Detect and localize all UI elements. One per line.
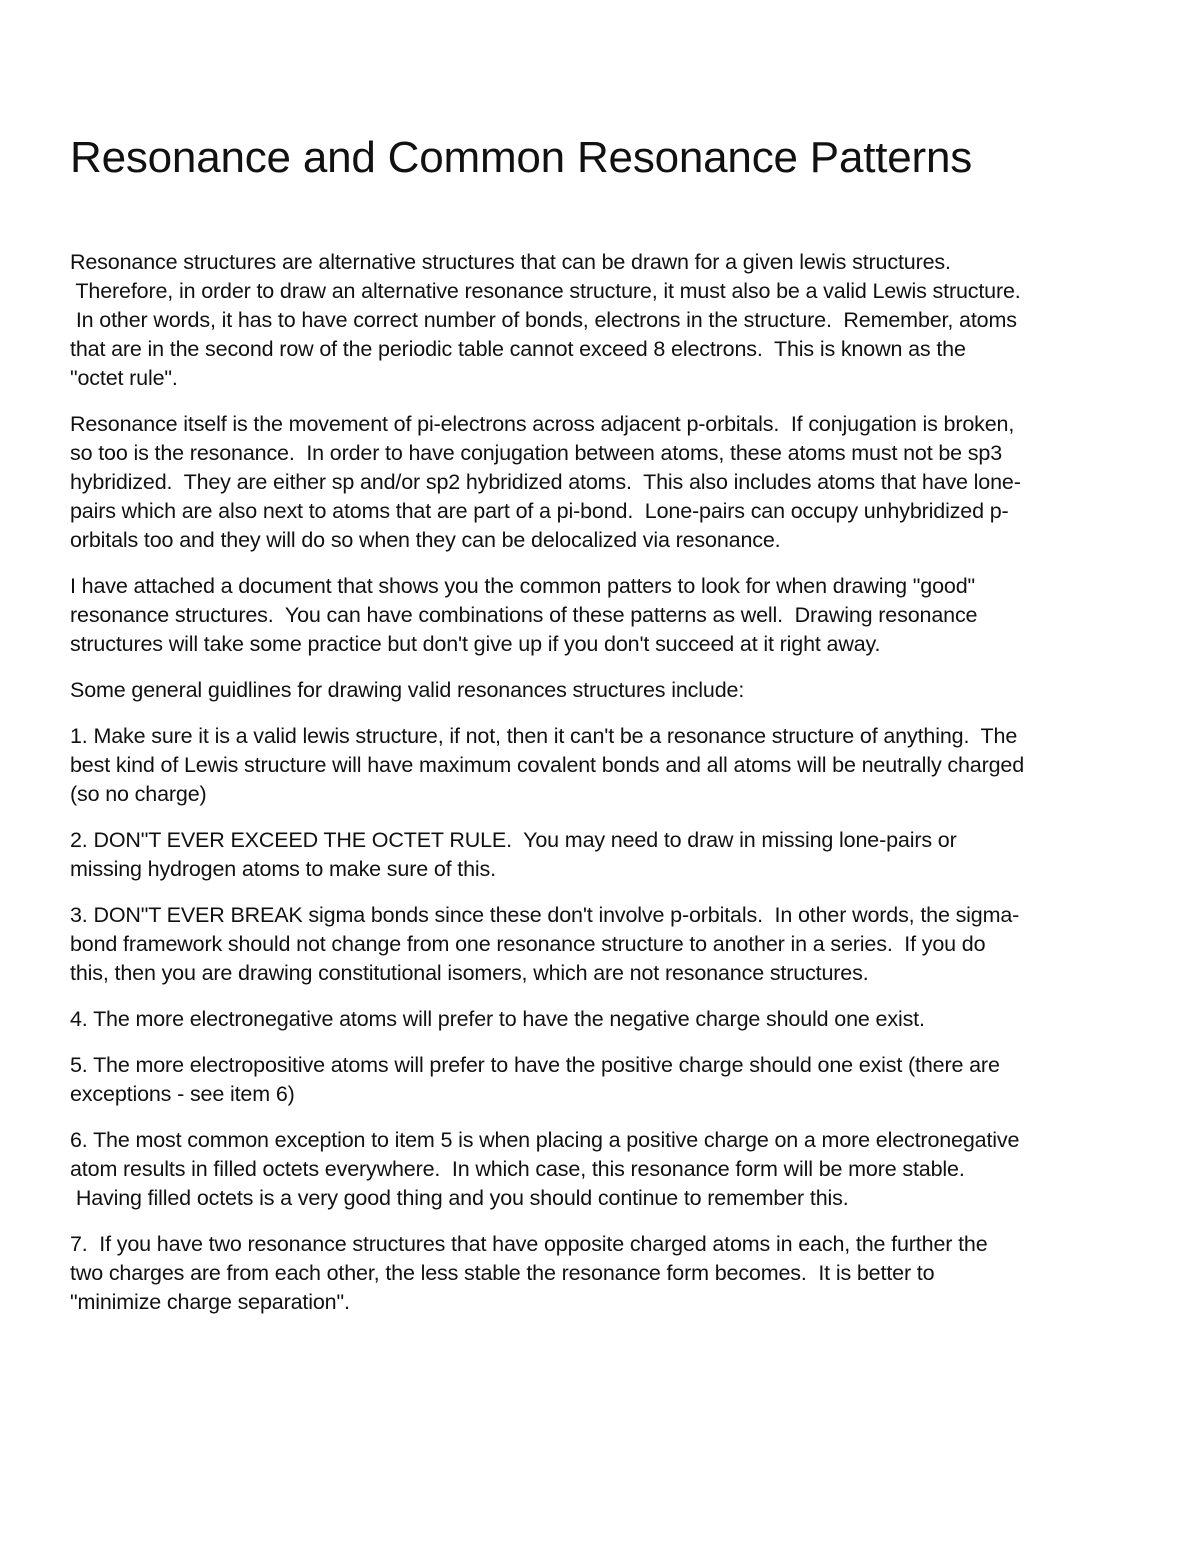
guideline-item-1 bbox=[70, 722, 1140, 809]
text-line: missing hydrogen atoms to make sure of this. bbox=[70, 857, 496, 881]
text-line: 4. The more electronegative atoms will prefer to have the negative charge should one exist. bbox=[70, 1007, 925, 1031]
paragraph-guidelines-intro bbox=[70, 676, 1140, 705]
text-line: 1. Make sure it is a valid lewis structure, if not, then it can't be a resonance structure of anything. The bbox=[70, 724, 1018, 748]
page-title: Resonance and Common Resonance Patterns bbox=[70, 133, 973, 182]
text-line: "minimize charge separation". bbox=[70, 1290, 350, 1314]
text-line: 2. DON"T EVER EXCEED THE OCTET RULE. You may need to draw in missing lone-pairs or bbox=[70, 828, 957, 852]
text-line: 5. The more electropositive atoms will prefer to have the positive charge should one exist (there are bbox=[70, 1053, 1000, 1077]
text-line: orbitals too and they will do so when they can be delocalized via resonance. bbox=[70, 528, 781, 552]
text-line: 3. DON"T EVER BREAK sigma bonds since these don't involve p-orbitals. In other words, the sigma- bbox=[70, 903, 1020, 927]
text-line: two charges are from each other, the less stable the resonance form becomes. It is better to bbox=[70, 1261, 935, 1285]
text-line: bond framework should not change from one resonance structure to another in a series. If you do bbox=[70, 932, 986, 956]
text-line: best kind of Lewis structure will have maximum covalent bonds and all atoms will be neutrally charged bbox=[70, 753, 1025, 777]
paragraph-attached-document bbox=[70, 572, 1140, 659]
text-line: so too is the resonance. In order to have conjugation between atoms, these atoms must not be sp3 bbox=[70, 441, 1003, 465]
text-line: structures will take some practice but don't give up if you don't succeed at it right away. bbox=[70, 632, 881, 656]
guideline-item-4 bbox=[70, 1005, 1140, 1034]
text-line: Resonance structures are alternative structures that can be drawn for a given lewis structures. bbox=[70, 250, 951, 274]
text-line: that are in the second row of the periodic table cannot exceed 8 electrons. This is known as the bbox=[70, 337, 966, 361]
text-line: I have attached a document that shows you the common patters to look for when drawing "good" bbox=[70, 574, 976, 598]
text-line: atom results in filled octets everywhere. In which case, this resonance form will be more stable. bbox=[70, 1157, 965, 1181]
text-line: resonance structures. You can have combinations of these patterns as well. Drawing resonance bbox=[70, 603, 978, 627]
text-line: this, then you are drawing constitutional isomers, which are not resonance structures. bbox=[70, 961, 869, 985]
text-line: Some general guidlines for drawing valid resonances structures include: bbox=[70, 678, 745, 702]
text-line: 6. The most common exception to item 5 is when placing a positive charge on a more electronegative bbox=[70, 1128, 1020, 1152]
text-line: "octet rule". bbox=[70, 366, 178, 390]
text-line: In other words, it has to have correct number of bonds, electrons in the structure. Remember, atoms bbox=[70, 308, 1017, 332]
guideline-item-7 bbox=[70, 1230, 1140, 1317]
text-line: hybridized. They are either sp and/or sp2 hybridized atoms. This also includes atoms that have lone- bbox=[70, 470, 1021, 494]
guideline-item-5 bbox=[70, 1051, 1140, 1109]
text-line: Therefore, in order to draw an alternative resonance structure, it must also be a valid Lewis structure. bbox=[70, 279, 1021, 303]
text-line: (so no charge) bbox=[70, 782, 207, 806]
document-body bbox=[70, 248, 1140, 1334]
paragraph-intro bbox=[70, 248, 1140, 393]
text-line: exceptions - see item 6) bbox=[70, 1082, 295, 1106]
text-line: pairs which are also next to atoms that are part of a pi-bond. Lone-pairs can occupy unhybridized p- bbox=[70, 499, 1009, 523]
text-line: 7. If you have two resonance structures that have opposite charged atoms in each, the further the bbox=[70, 1232, 988, 1256]
paragraph-resonance-definition bbox=[70, 410, 1140, 555]
guideline-item-3 bbox=[70, 901, 1140, 988]
guideline-item-2 bbox=[70, 826, 1140, 884]
guideline-item-6 bbox=[70, 1126, 1140, 1213]
text-line: Resonance itself is the movement of pi-electrons across adjacent p-orbitals. If conjugation is broken, bbox=[70, 412, 1015, 436]
text-line: Having filled octets is a very good thing and you should continue to remember this. bbox=[70, 1186, 849, 1210]
